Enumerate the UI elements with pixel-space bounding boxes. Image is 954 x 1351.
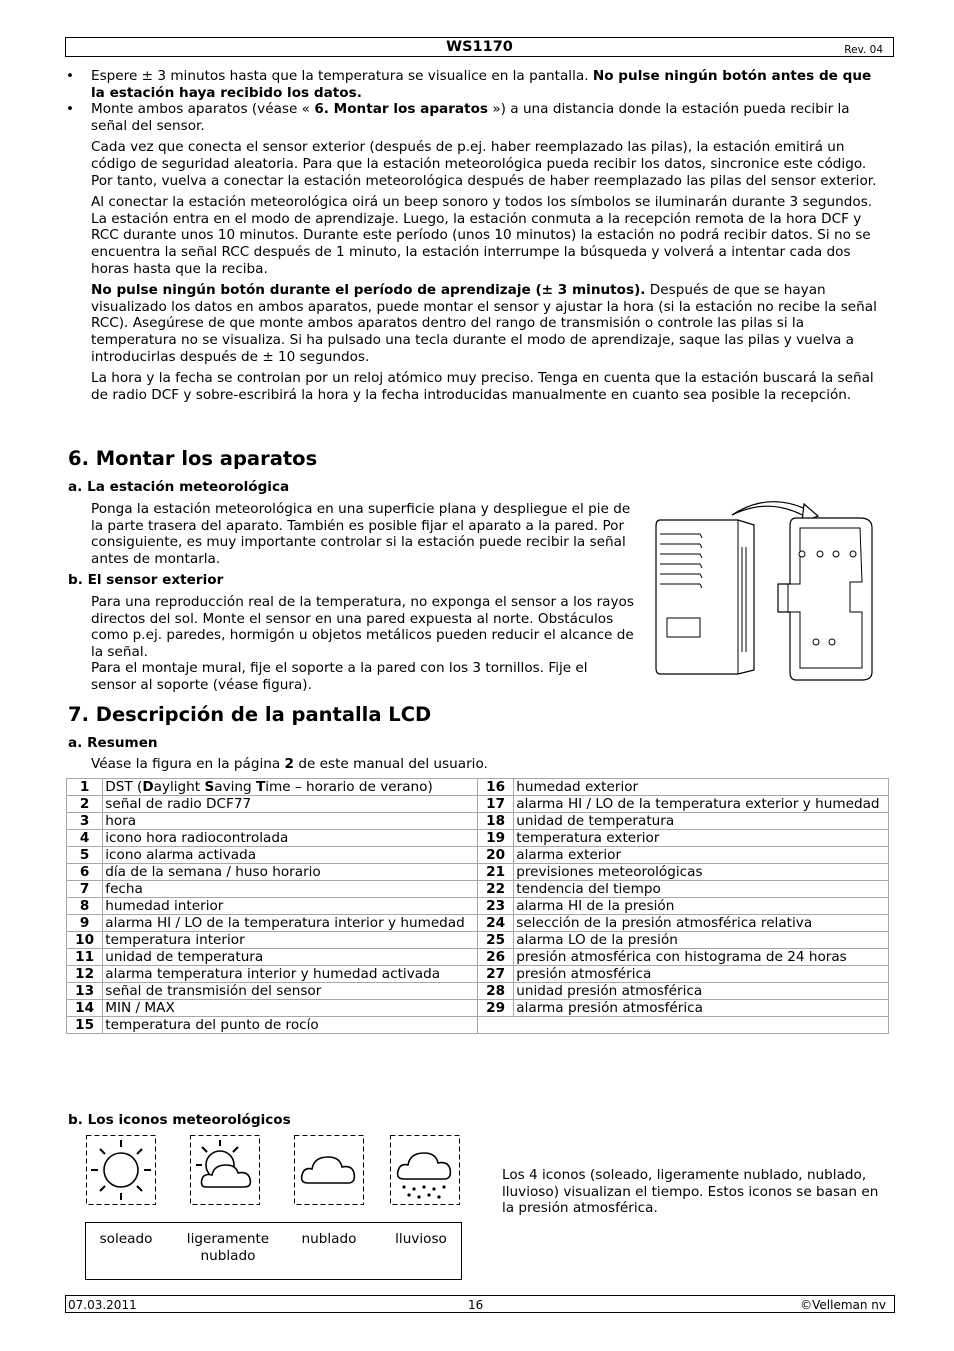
item-number: 3 (67, 813, 103, 830)
item-number: 8 (67, 898, 103, 915)
warning-text: No pulse ningún botón durante el período de aprendizaje (± 3 minutos). (91, 282, 646, 299)
item-number: 12 (67, 966, 103, 983)
item-description: temperatura interior (103, 932, 478, 949)
label-sunny: soleado (99, 1231, 153, 1247)
paragraph-text: Para el montaje mural, fije el soporte a la pared con los 3 tornillos. Fije el sensor al soporte (véase figura). (91, 660, 588, 693)
item-number: 1 (67, 779, 103, 796)
paragraph (91, 594, 636, 694)
table-row (67, 983, 889, 1000)
item-description: tendencia del tiempo (514, 881, 889, 898)
item-description: fecha (103, 881, 478, 898)
paragraph (91, 756, 488, 773)
paragraph (91, 282, 888, 365)
table-row (67, 932, 889, 949)
item-description: alarma HI / LO de la temperatura interior y humedad (103, 915, 478, 932)
dst-initial: S (204, 779, 215, 795)
item-number: 21 (477, 864, 513, 881)
weather-icons-description: Los 4 iconos (soleado, ligeramente nublado, nublado, lluvioso) visualizan el tiempo. Estos iconos se basan en la presión atmosférica. (502, 1167, 879, 1217)
paragraph-text: Véase la figura en la página (91, 756, 285, 772)
table-row (67, 796, 889, 813)
item-number: 2 (67, 796, 103, 813)
item-description: unidad de temperatura (103, 949, 478, 966)
item-description: temperatura exterior (514, 830, 889, 847)
arrow-icon (732, 502, 812, 515)
section-7-title: 7. Descripción de la pantalla LCD (68, 703, 432, 726)
paragraph-text: Para una reproducción real de la temperatura, no exponga el sensor a los rayos directos del sol. Monte el sensor en una pared expuesta al norte. Obstáculos como p.ej. paredes, hormigón u objetos metálicos pueden reducir el alcance de la señal. (91, 594, 634, 660)
subsection-heading: b. Los iconos meteorológicos (68, 1112, 291, 1128)
page-number-reference: 2 (284, 756, 295, 772)
subsection-heading: a. La estación meteorológica (68, 479, 290, 495)
label-rainy: lluvioso (395, 1231, 447, 1247)
table-row (67, 966, 889, 983)
item-number: 23 (477, 898, 513, 915)
paragraph: Cada vez que conecta el sensor exterior (después de p.ej. haber reemplazado las pilas), la estación emitirá un código de seguridad aleatoria. Para que la estación meteorológica pueda recibir los datos, sincronice este código. Por tanto, vuelva a conectar la estación meteorológica después de haber reemplazado las pilas del sensor exterior. (91, 139, 877, 189)
item-description: alarma LO de la presión (514, 932, 889, 949)
table-row (67, 830, 889, 847)
dst-initial: T (255, 779, 266, 795)
item-description: hora (103, 813, 478, 830)
item-number: 25 (477, 932, 513, 949)
item-description: unidad de temperatura (514, 813, 889, 830)
paragraph: La hora y la fecha se controlan por un reloj atómico muy preciso. Tenga en cuenta que la estación buscará la señal de radio DCF y sobre-escribirá la hora y la fecha introducidas manualmente en cuanto sea posible la recepción. (91, 370, 874, 403)
item-description: MIN / MAX (103, 1000, 478, 1017)
item-description: selección de la presión atmosférica relativa (514, 915, 889, 932)
item-description: señal de transmisión del sensor (103, 983, 478, 1000)
item-number: 5 (67, 847, 103, 864)
item-description: previsiones meteorológicas (514, 864, 889, 881)
bullet-warning: No pulse ningún botón antes de que la estación haya recibido los datos. (91, 68, 872, 101)
dst-text: DST ( (105, 779, 143, 795)
item-description: alarma exterior (514, 847, 889, 864)
table-row (67, 1000, 889, 1017)
rainy-icon (390, 1135, 460, 1205)
item-number: 29 (477, 1000, 513, 1017)
cloudy-icon (294, 1135, 364, 1205)
item-number: 14 (67, 1000, 103, 1017)
table-row (67, 881, 889, 898)
item-description: alarma presión atmosférica (514, 1000, 889, 1017)
item-number: 27 (477, 966, 513, 983)
mounting-figure (650, 492, 880, 684)
empty-cell (477, 1017, 888, 1034)
table-row (67, 779, 889, 796)
paragraph-text: Después de que se hayan visualizado los datos en ambos aparatos, puede montar el sensor y ajustar la hora (si la estación no recibe la señal RCC). Asegúrese de que monte ambos aparatos dentro del rango de transmisión o controle las pilas si la temperatura no se visualiza. Si ha pulsado una tecla durante el modo de aprendizaje, saque las pilas y vuelva a introducirlas después de ± 10 segundos. (91, 282, 877, 365)
bullet-item (66, 68, 888, 101)
item-number: 4 (67, 830, 103, 847)
dst-text: aving (214, 779, 256, 795)
bullet-text: ») a una distancia donde la estación pueda recibir la señal del sensor. (91, 101, 850, 134)
document-title: WS1170 (446, 39, 513, 55)
item-number: 26 (477, 949, 513, 966)
item-description: unidad presión atmosférica (514, 983, 889, 1000)
item-number: 22 (477, 881, 513, 898)
revision-label: Rev. 04 (844, 44, 883, 56)
dst-text: ime – horario de verano) (265, 779, 433, 795)
bullet-text: Espere ± 3 minutos hasta que la temperatura se visualice en la pantalla. (91, 68, 593, 84)
footer-date: 07.03.2011 (68, 1298, 137, 1312)
item-description: icono alarma activada (103, 847, 478, 864)
item-description: alarma temperatura interior y humedad activada (103, 966, 478, 983)
paragraph: Ponga la estación meteorológica en una superficie plana y despliegue el pie de la parte trasera del aparato. También es posible fijar el aparato a la pared. Por consiguiente, es muy importante controlar si la estación puede recibir la señal antes de montarla. (91, 501, 631, 567)
item-number: 6 (67, 864, 103, 881)
section-6-title: 6. Montar los aparatos (68, 447, 318, 470)
page-header (65, 37, 894, 57)
paragraph-text: de este manual del usuario. (294, 756, 488, 772)
item-number: 24 (477, 915, 513, 932)
sunny-icon (86, 1135, 156, 1205)
item-description: temperatura del punto de rocío (103, 1017, 478, 1034)
item-number: 19 (477, 830, 513, 847)
dst-text: aylight (153, 779, 205, 795)
table-row (67, 898, 889, 915)
item-number: 20 (477, 847, 513, 864)
copyright: ©Velleman nv (800, 1298, 886, 1312)
subsection-heading: b. El sensor exterior (68, 572, 224, 588)
table-row (67, 847, 889, 864)
weather-icon-labels (85, 1222, 462, 1280)
table-row (67, 915, 889, 932)
item-number: 13 (67, 983, 103, 1000)
page-number: 16 (468, 1298, 484, 1312)
table-row (67, 813, 889, 830)
item-number: 9 (67, 915, 103, 932)
item-number: 15 (67, 1017, 103, 1034)
lcd-legend-table (66, 778, 889, 1034)
paragraph: Al conectar la estación meteorológica oirá un beep sonoro y todos los símbolos se iluminarán durante 3 segundos. La estación entra en el modo de aprendizaje. Luego, la estación conmuta a la recepción remota de la hora DCF y RCC durante unos 10 minutos. Durante este período (unos 10 minutos) la estación no podrá recibir datos. Si no se encuentra la señal RCC después de 1 minuto, la estación interrumpe la búsqueda y volverá a intentar cada dos horas hasta que la reciba. (91, 194, 873, 277)
partly-cloudy-icon (190, 1135, 260, 1205)
item-description: presión atmosférica con histograma de 24 horas (514, 949, 889, 966)
item-description: alarma HI de la presión (514, 898, 889, 915)
item-description: señal de radio DCF77 (103, 796, 478, 813)
wall-bracket (778, 518, 872, 680)
item-description (103, 779, 478, 796)
table-row (67, 949, 889, 966)
item-description: alarma HI / LO de la temperatura exterior y humedad (514, 796, 889, 813)
item-description: presión atmosférica (514, 966, 889, 983)
item-description: día de la semana / huso horario (103, 864, 478, 881)
label-cloudy: nublado (301, 1231, 357, 1247)
item-description: icono hora radiocontrolada (103, 830, 478, 847)
table-row (67, 864, 889, 881)
bullet-item (66, 101, 888, 134)
item-number: 7 (67, 881, 103, 898)
item-number: 18 (477, 813, 513, 830)
dst-initial: D (142, 779, 154, 795)
item-number: 16 (477, 779, 513, 796)
table-row (67, 1017, 889, 1034)
section-reference: 6. Montar los aparatos (314, 101, 489, 118)
page-footer (65, 1295, 895, 1313)
item-description: humedad exterior (514, 779, 889, 796)
item-number: 11 (67, 949, 103, 966)
intro-section (66, 68, 888, 403)
bullet-text: Monte ambos aparatos (véase « (91, 101, 315, 118)
item-number: 28 (477, 983, 513, 1000)
item-description: humedad interior (103, 898, 478, 915)
item-number: 17 (477, 796, 513, 813)
sensor-front (656, 520, 754, 674)
subsection-heading: a. Resumen (68, 735, 158, 751)
label-partly-cloudy: ligeramente nublado (186, 1231, 270, 1264)
item-number: 10 (67, 932, 103, 949)
